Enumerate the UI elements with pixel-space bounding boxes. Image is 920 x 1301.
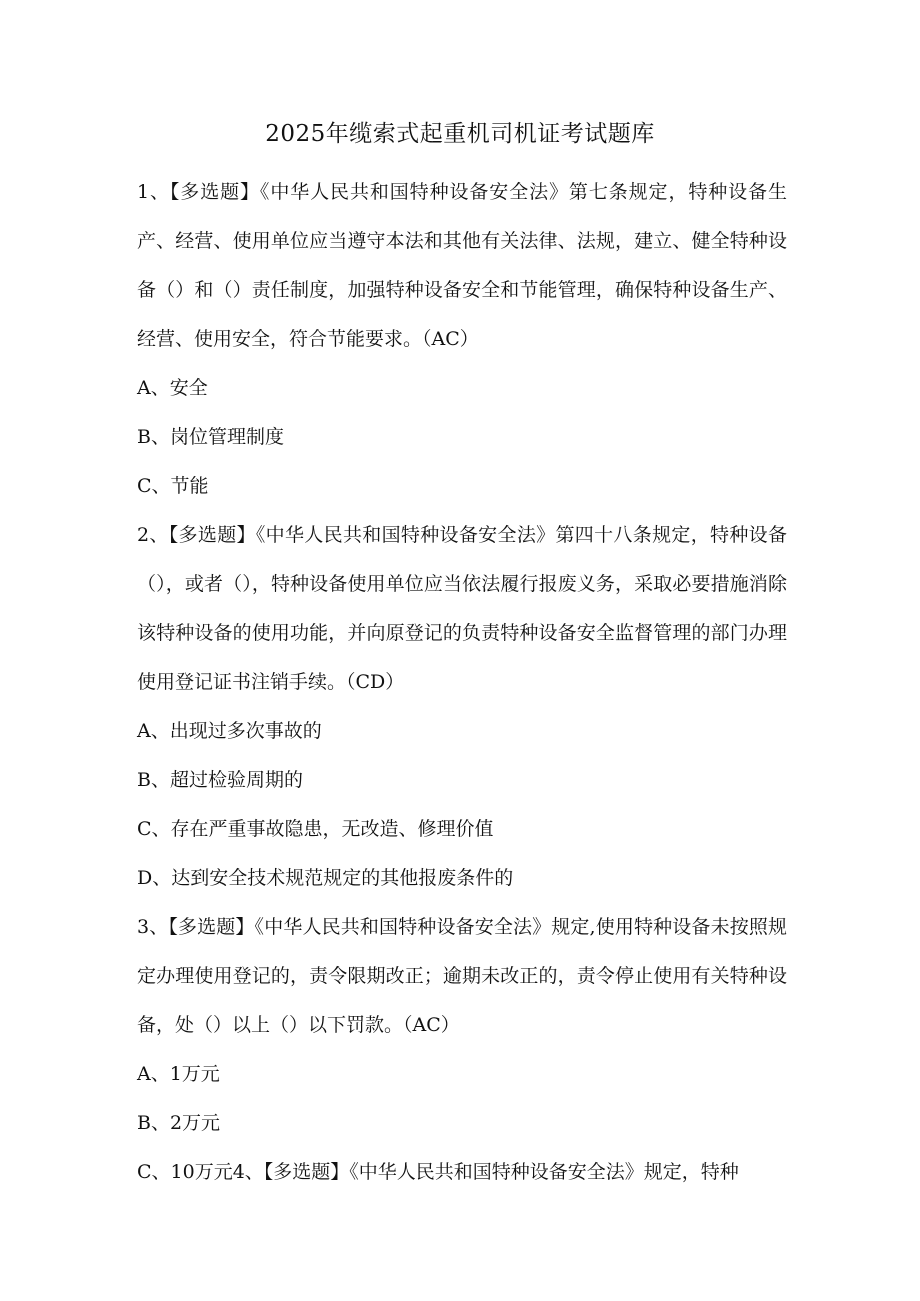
question-1-option-c: C、节能 xyxy=(137,475,209,497)
question-2-option-a: A、出现过多次事故的 xyxy=(137,720,322,742)
question-2-text: 2、【多选题】《中华人民共和国特种设备安全法》第四十八条规定，特种设备（），或者（），特种设备使用单位应当依法履行报废义务，采取必要措施消除该特种设备的使用功能，并向原登记的负责特种设备安全监督管理的部门办理使用登记证书注销手续。（CD） xyxy=(137,524,787,693)
document-title: 2025年缆索式起重机司机证考试题库 xyxy=(265,121,655,147)
question-3-option-c-and-question-4-start xyxy=(137,1148,787,1197)
question-3-option-a: A、1万元 xyxy=(137,1063,220,1085)
question-1-text: 1、【多选题】《中华人民共和国特种设备安全法》第七条规定，特种设备生产、经营、使用单位应当遵守本法和其他有关法律、法规，建立、健全特种设备（）和（）责任制度，加强特种设备安全和节能管理，确保特种设备生产、经营、使用安全，符合节能要求。（AC） xyxy=(137,181,787,350)
question-1-option-b: B、岗位管理制度 xyxy=(137,426,284,448)
question-3-text: 3、【多选题】《中华人民共和国特种设备安全法》规定,使用特种设备未按照规定办理使用登记的，责令限期改正；逾期未改正的，责令停止使用有关特种设备，处（）以上（）以下罚款。（AC） xyxy=(137,916,787,1036)
question-1-option-a: A、安全 xyxy=(137,377,208,399)
question-2-option-b: B、超过检验周期的 xyxy=(137,769,303,791)
question-3-option-c: C、10万元 xyxy=(137,1161,233,1183)
question-4-text-start: 4、【多选题】《中华人民共和国特种设备安全法》规定，特种 xyxy=(232,1161,739,1183)
question-2-option-c: C、存在严重事故隐患，无改造、修理价值 xyxy=(137,818,494,840)
question-list xyxy=(137,168,787,1197)
question-3-option-b: B、2万元 xyxy=(137,1112,221,1134)
question-2-option-d: D、达到安全技术规范规定的其他报废条件的 xyxy=(137,867,514,889)
